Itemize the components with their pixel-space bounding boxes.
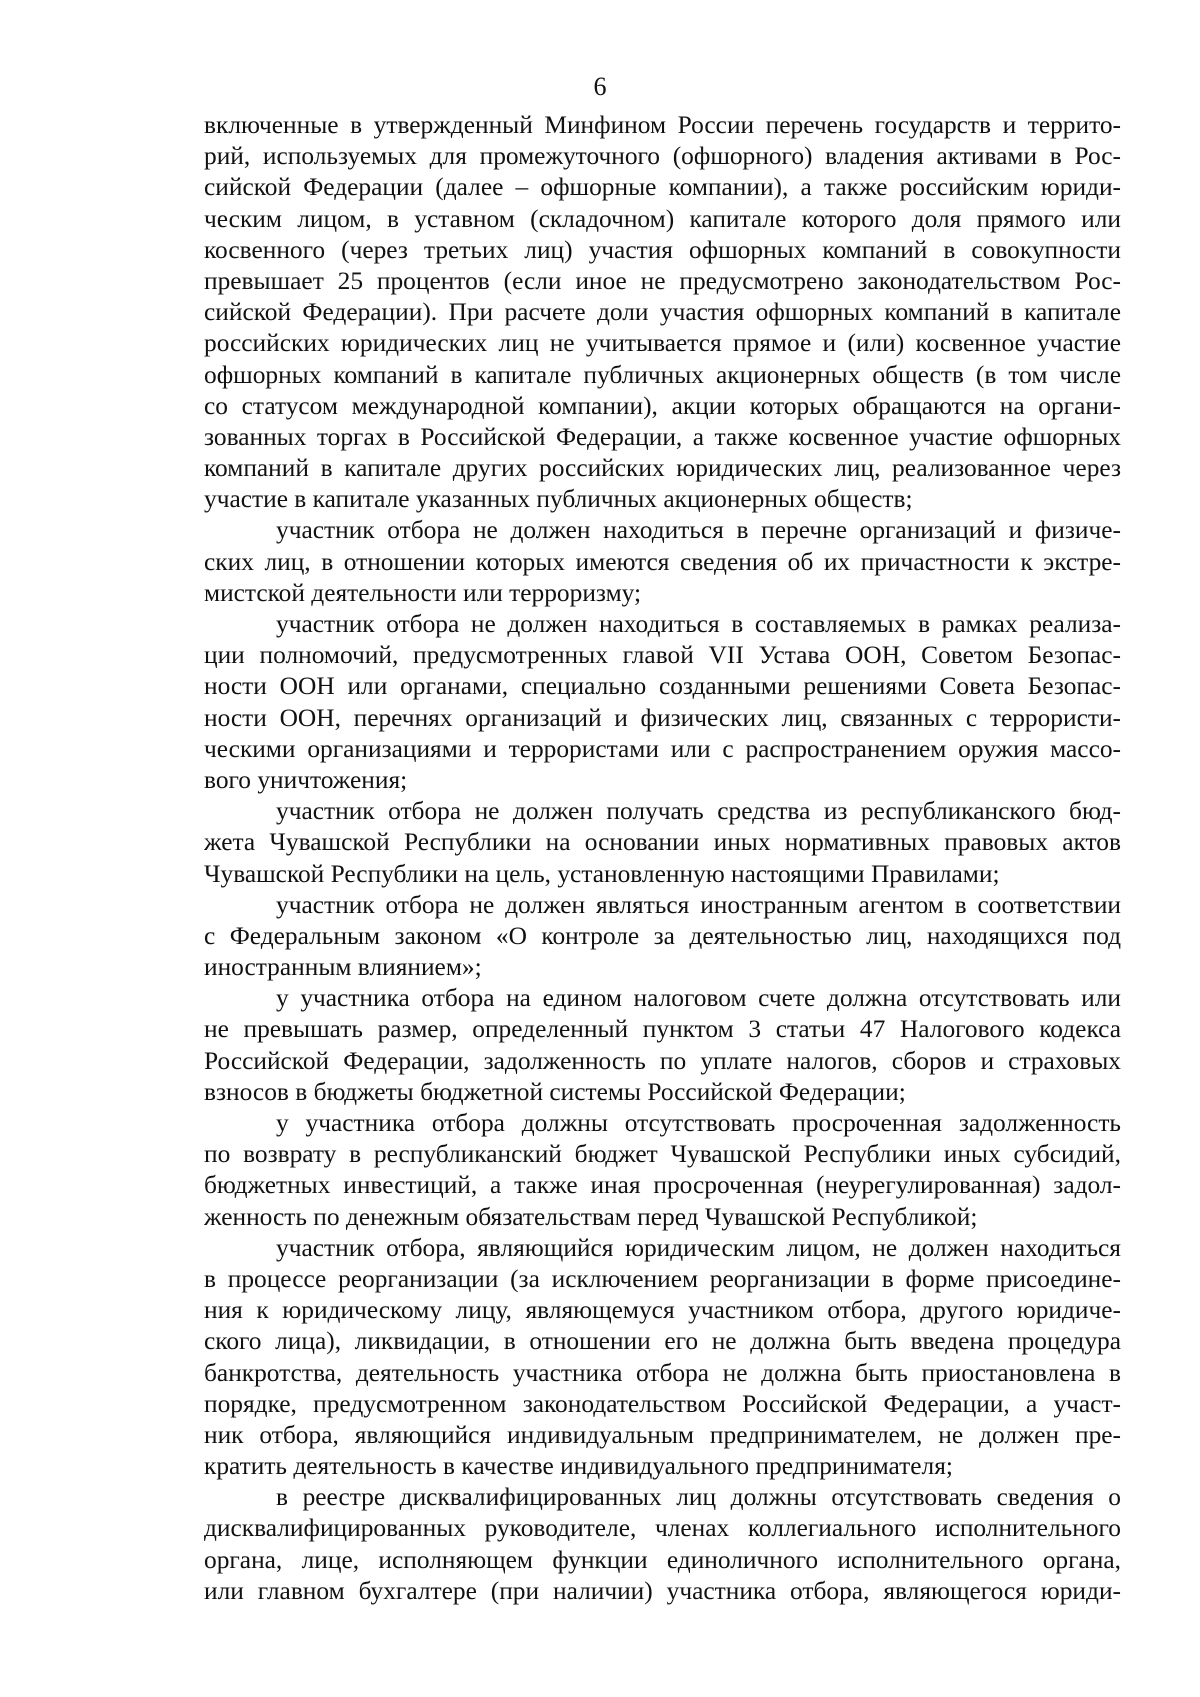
text-line: дисквалифицированных руководителе, членах коллегиального исполнительного [204, 1514, 1121, 1543]
text-line: участник отбора не должен находиться в составляемых в рамках реализа- [276, 610, 1121, 638]
text-line: или главном бухгалтере (при наличии) участника отбора, являющегося юриди- [204, 1576, 1121, 1605]
text-line: включенные в утвержденный Минфином России перечень государств и террито- [204, 111, 1121, 139]
text-line: взносов в бюджеты бюджетной системы Российской Федерации; [204, 1077, 906, 1106]
text-line: Чувашской Республики на цель, установленную настоящими Правилами; [204, 859, 1000, 888]
text-line: участник отбора не должен получать средства из республиканского бюд- [276, 797, 1121, 826]
text-line: превышает 25 процентов (если иное не предусмотрено законодательством Рос- [204, 266, 1121, 295]
text-line: в процессе реорганизации (за исключением реорганизации в форме присоедине- [204, 1264, 1121, 1293]
text-line: ности ООН или органами, специально созданными решениями Совета Безопас- [204, 672, 1121, 701]
text-line: зованных торгах в Российской Федерации, а также косвенное участие офшорных [204, 422, 1121, 451]
text-line: офшорных компаний в капитале публичных акционерных обществ (в том числе [204, 360, 1121, 389]
text-line: участник отбора не должен являться иностранным агентом в соответствии [276, 890, 1121, 919]
text-line: участник отбора, являющийся юридическим лицом, не должен находиться [276, 1233, 1121, 1262]
text-line: косвенного (через третьих лиц) участия офшорных компаний в совокупности [204, 235, 1121, 264]
text-line: ности ООН, перечнях организаций и физических лиц, связанных с террористи- [204, 703, 1121, 732]
text-line: по возврату в республиканский бюджет Чувашской Республики иных субсидий, [204, 1140, 1121, 1169]
text-line: сийской Федерации (далее – офшорные компании), а также российским юриди- [204, 173, 1121, 202]
text-line: кратить деятельность в качестве индивидуального предпринимателя; [204, 1452, 953, 1481]
text-line: не превышать размер, определенный пунктом 3 статьи 47 Налогового кодекса [204, 1015, 1121, 1044]
text-line: ник отбора, являющийся индивидуальным предпринимателем, не должен пре- [204, 1420, 1121, 1449]
text-line: ния к юридическому лицу, являющемуся участником отбора, другого юридиче- [204, 1296, 1121, 1325]
text-line: со статусом международной компании), акции которых обращаются на органи- [204, 391, 1121, 420]
text-line: компаний в капитале других российских юридических лиц, реализованное через [204, 454, 1121, 483]
text-line: банкротства, деятельность участника отбора не должна быть приостановлена в [204, 1358, 1121, 1387]
text-line: бюджетных инвестиций, а также иная просроченная (неурегулированная) задол- [204, 1171, 1121, 1200]
page-number: 6 [593, 72, 607, 101]
text-line: у участника отбора на едином налоговом счете должна отсутствовать или [276, 984, 1121, 1013]
body-text [204, 110, 1121, 1607]
text-line: вого уничтожения; [204, 765, 408, 794]
text-line: сийской Федерации). При расчете доли участия офшорных компаний в капитале [204, 298, 1121, 327]
text-line: ческим лицом, в уставном (складочном) капитале которого доля прямого или [204, 204, 1121, 233]
text-line: ского лица), ликвидации, в отношении его не должна быть введена процедура [204, 1327, 1121, 1356]
text-line: Российской Федерации, задолженность по уплате налогов, сборов и страховых [204, 1046, 1121, 1075]
text-line: женность по денежным обязательствам перед Чувашской Республикой; [204, 1202, 978, 1231]
text-line: в реестре дисквалифицированных лиц должны отсутствовать сведения о [276, 1483, 1121, 1512]
text-line: порядке, предусмотренном законодательством Российской Федерации, а участ- [204, 1389, 1121, 1418]
text-line: российских юридических лиц не учитывается прямое и (или) косвенное участие [204, 329, 1121, 358]
text-line: жета Чувашской Республики на основании иных нормативных правовых актов [204, 828, 1121, 857]
text-line: с Федеральным законом «О контроле за деятельностью лиц, находящихся под [204, 921, 1121, 950]
text-line: ских лиц, в отношении которых имеются сведения об их причастности к экстре- [204, 547, 1121, 576]
text-line: участник отбора не должен находиться в перечне организаций и физиче- [276, 516, 1121, 545]
text-line: мистской деятельности или терроризму; [204, 578, 642, 607]
text-line: органа, лице, исполняющем функции единоличного исполнительного органа, [204, 1545, 1121, 1574]
text-line: у участника отбора должны отсутствовать просроченная задолженность [276, 1109, 1121, 1137]
text-line: рий, используемых для промежуточного (офшорного) владения активами в Рос- [204, 142, 1121, 171]
text-line: ции полномочий, предусмотренных главой VII Устава ООН, Советом Безопас- [204, 641, 1121, 670]
text-line: иностранным влиянием»; [204, 953, 482, 982]
text-line: ческими организациями и террористами или с распространением оружия массо- [204, 734, 1121, 763]
text-line: участие в капитале указанных публичных акционерных обществ; [204, 485, 913, 514]
